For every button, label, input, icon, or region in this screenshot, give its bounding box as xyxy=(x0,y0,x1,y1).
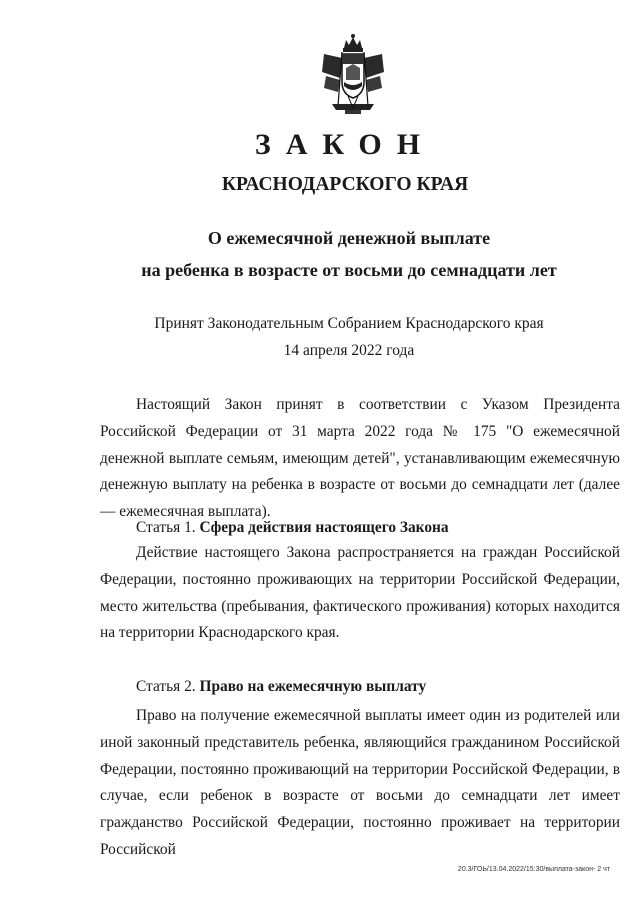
preamble-text: Настоящий Закон принят в соответствии с Указом Президента Российской Федерации от 31 марта 2022 года № 175 "О ежемесячной денежной выплате семьям, имеющим детей", устанавливающим ежемесячную денежную выплату на ребенка в возрасте от восьми до семнадцати лет (далее — ежемесячная выплата). xyxy=(100,396,620,521)
document-reference: 20.3/ГОЬ/13.04.2022/15:30/выплата-закон- 2 чт xyxy=(457,866,610,873)
adoption-date: 14 апреля 2022 года xyxy=(283,342,415,359)
law-title-line-1: О ежемесячной денежной выплате xyxy=(207,228,491,248)
law-title-line-2: на ребенка в возрасте от восьми до семнадцати лет xyxy=(141,260,557,280)
article-2-text: Право на получение ежемесячной выплаты имеет один из родителей или иной законный представитель ребенка, являющийся гражданином Российской Федерации, постоянно проживающий на территории Российской Федерации, в случае, если ребенок в возрасте от восьми до семнадцати лет имеет гражданство Российской Федерации, постоянно проживает на территории Российской xyxy=(100,707,620,858)
law-heading: ЗАКОН xyxy=(254,128,436,161)
coat-of-arms-icon xyxy=(318,32,388,116)
article-2-body xyxy=(100,703,620,864)
article-1-body xyxy=(100,540,620,647)
adoption-line: Принят Законодательным Собранием Краснодарского края xyxy=(154,315,544,332)
preamble xyxy=(100,392,620,526)
region-heading: КРАСНОДАРСКОГО КРАЯ xyxy=(221,174,469,195)
article-1-label: Статья 1. xyxy=(136,519,196,536)
article-2-title: Право на ежемесячную выплату xyxy=(199,678,427,695)
article-1-title: Сфера действия настоящего Закона xyxy=(199,519,449,536)
article-2-label: Статья 2. xyxy=(136,678,196,695)
article-1-text: Действие настоящего Закона распространяется на граждан Российской Федерации, постоянно проживающих на территории Российской Федерации, место жительства (пребывания, фактического проживания) которых находится на территории Краснодарского края. xyxy=(100,544,620,642)
article-2-heading xyxy=(136,678,426,696)
article-1-heading xyxy=(136,519,449,537)
